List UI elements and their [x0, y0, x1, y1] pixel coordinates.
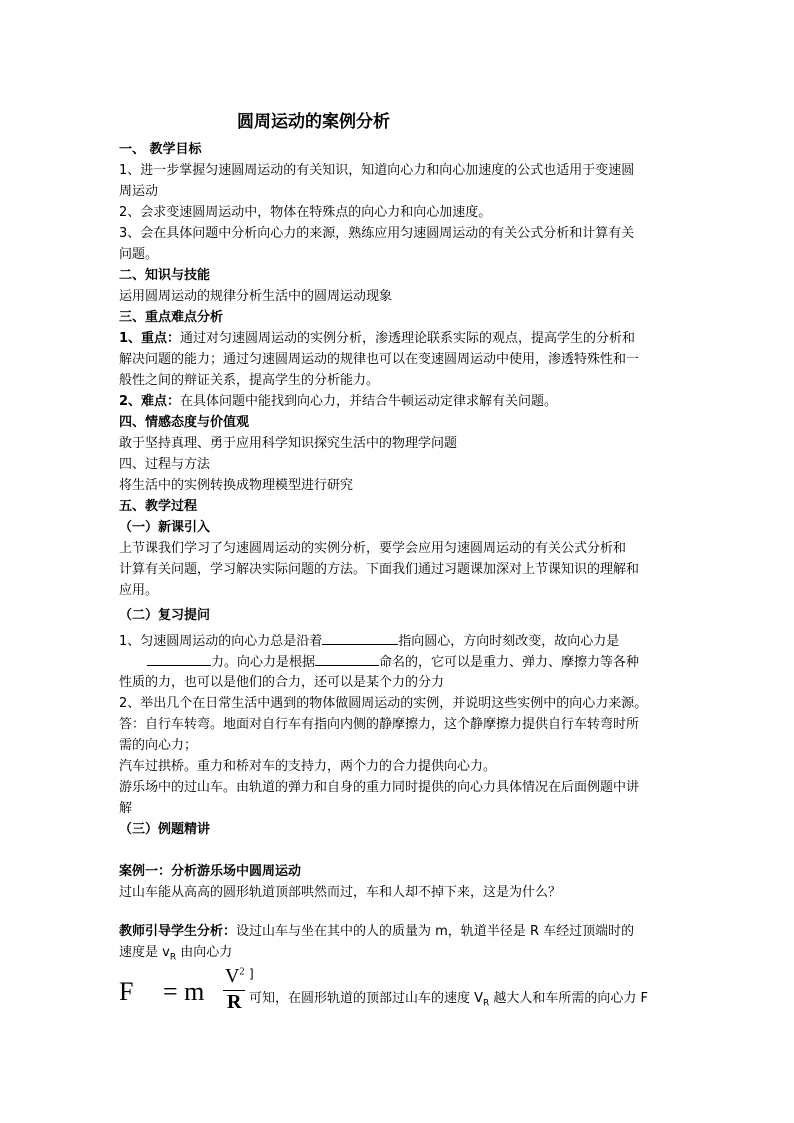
question-1-text-b: 指向圆心，方向时刻改变，故向心力是: [398, 634, 620, 649]
formula-numerator: [225, 965, 244, 988]
goal-1-line-1: 1、进一步掌握匀速圆周运动的有关知识，知道向心力和向心加速度的公式也适用于变速圆: [119, 163, 635, 178]
case-1-question: 过山车能从高高的圆形轨道顶部哄然而过，车和人却不掉下来，这是为什么？: [119, 885, 562, 900]
case-1-heading: 案例一：分析游乐场中圆周运动: [119, 864, 302, 879]
key-point-1-line-3: 般性之间的辩证关系，提高学生的分析能力。: [119, 373, 380, 388]
formula-explanation-tail: 越大人和车所需的向心力 F: [489, 991, 649, 1006]
key-point-1-line-2: 解决问题的能力；通过匀速圆周运动的规律也可以在变速圆周运动中使用，渗透特殊性和一: [119, 352, 640, 367]
difficulty-label: 2、难点：: [119, 394, 181, 409]
section-heading-teaching: 五、教学过程: [119, 499, 198, 514]
question-2: 2、举出几个在日常生活中遇到的物体做圆周运动的实例，并说明这些实例中的向心力来源。: [119, 696, 648, 711]
guide-text: 设过山车与坐在其中的人的质量为 m，轨道半径是 R 车经过顶端时的: [236, 924, 635, 939]
difficulty-line: [119, 391, 557, 412]
goal-2: 2、会求变速圆周运动中，物体在特殊点的向心力和向心加速度。: [119, 205, 492, 220]
formula-explanation: [249, 988, 648, 1015]
skills-text: 运用圆周运动的规律分析生活中的圆周运动现象: [119, 289, 393, 304]
page-title: 圆周运动的案例分析: [237, 112, 390, 132]
velocity-subscript: R: [169, 952, 177, 963]
centripetal-force-formula: [119, 965, 719, 1025]
intro-line-2: 计算有关问题，学习解决实际问题的方法。下面我们通过习题课加深对上节课知识的理解和: [119, 562, 640, 577]
question-1-line-1: [119, 630, 619, 652]
key-point-1-line-1: [119, 328, 635, 349]
key-point-text: 通过对匀速圆周运动的实例分析，渗透理论联系实际的观点，提高学生的分析和: [180, 331, 636, 346]
section-heading-key-points: 三、重点难点分析: [119, 310, 224, 325]
answer-3-line-2: 解: [119, 801, 133, 816]
formula-force-symbol: F: [119, 977, 134, 1006]
question-1-line-3: 性质的力，也可以是他们的合力，还可以是某个力的分力: [119, 675, 445, 690]
formula-exponent: 2: [239, 966, 245, 978]
formula-explanation-subscript: R: [483, 998, 490, 1009]
subheading-examples: （三）例题精讲: [119, 822, 211, 837]
question-1-text-d: 命名的，它可以是重力、弹力、摩擦力等各种: [379, 655, 640, 670]
formula-explanation-text: 可知，在圆形轨道的顶部过山车的速度 V: [249, 991, 484, 1006]
formula-denominator: R: [227, 991, 242, 1013]
key-point-label: 1、重点：: [119, 331, 181, 346]
section-heading-attitude: 四、情感态度与价值观: [119, 415, 250, 430]
difficulty-text: 在具体问题中能找到向心力，并结合牛顿运动定律求解有关问题。: [180, 394, 558, 409]
intro-line-1: 上节课我们学习了匀速圆周运动的实例分析，要学会应用匀速圆周运动的有关公式分析和: [119, 541, 627, 556]
formula-velocity: V: [225, 965, 240, 987]
fill-blank-3: [315, 651, 379, 666]
subheading-review: （二）复习提问: [119, 608, 211, 623]
fill-blank-1: [322, 630, 398, 645]
fill-blank-2: [147, 651, 211, 666]
section-heading-goals: 一、 教学目标: [119, 142, 202, 157]
section-heading-skills: 二、知识与技能: [119, 268, 211, 283]
question-1-text-c: 力。向心力是根据: [211, 655, 316, 670]
answer-2: 汽车过拱桥。重力和桥对车的支持力，两个力的合力提供向心力。: [119, 759, 497, 774]
section-heading-process: 四、过程与方法: [119, 457, 211, 472]
goal-1-line-2: 周运动: [119, 184, 159, 199]
intro-line-3: 应用。: [119, 583, 159, 598]
guide-label: 教师引导学生分析：: [119, 924, 237, 939]
attitude-text: 敢于坚持真理、勇于应用科学知识探究生活中的物理学问题: [119, 436, 458, 451]
process-text: 将生活中的实例转换成物理模型进行研究: [119, 478, 354, 493]
answer-1-line-1: 答：自行车转弯。地面对自行车有指向内侧的静摩擦力，这个静摩擦力提供自行车转弯时所: [119, 717, 640, 732]
answer-1-line-2: 需的向心力；: [119, 738, 198, 753]
case-1-guide-line-1: [119, 921, 634, 942]
goal-3-line-1: 3、会在具体问题中分析向心力的来源，熟练应用匀速圆周运动的有关公式分析和计算有关: [119, 226, 635, 241]
formula-bracket: ]: [249, 967, 254, 981]
subheading-intro: （一）新课引入: [119, 520, 211, 535]
guide-text-tail: 由向心力: [176, 945, 233, 960]
guide-text-velocity: 速度是 v: [119, 945, 170, 960]
goal-3-line-2: 问题。: [119, 247, 159, 262]
question-1-line-2: [119, 651, 639, 673]
answer-3-line-1: 游乐场中的过山车。由轨道的弹力和自身的重力同时提供的向心力具体情况在后面例题中讲: [119, 780, 640, 795]
question-1-text-a: 1、匀速圆周运动的向心力总是沿着: [119, 634, 323, 649]
formula-equals-mass: = m: [163, 977, 205, 1006]
